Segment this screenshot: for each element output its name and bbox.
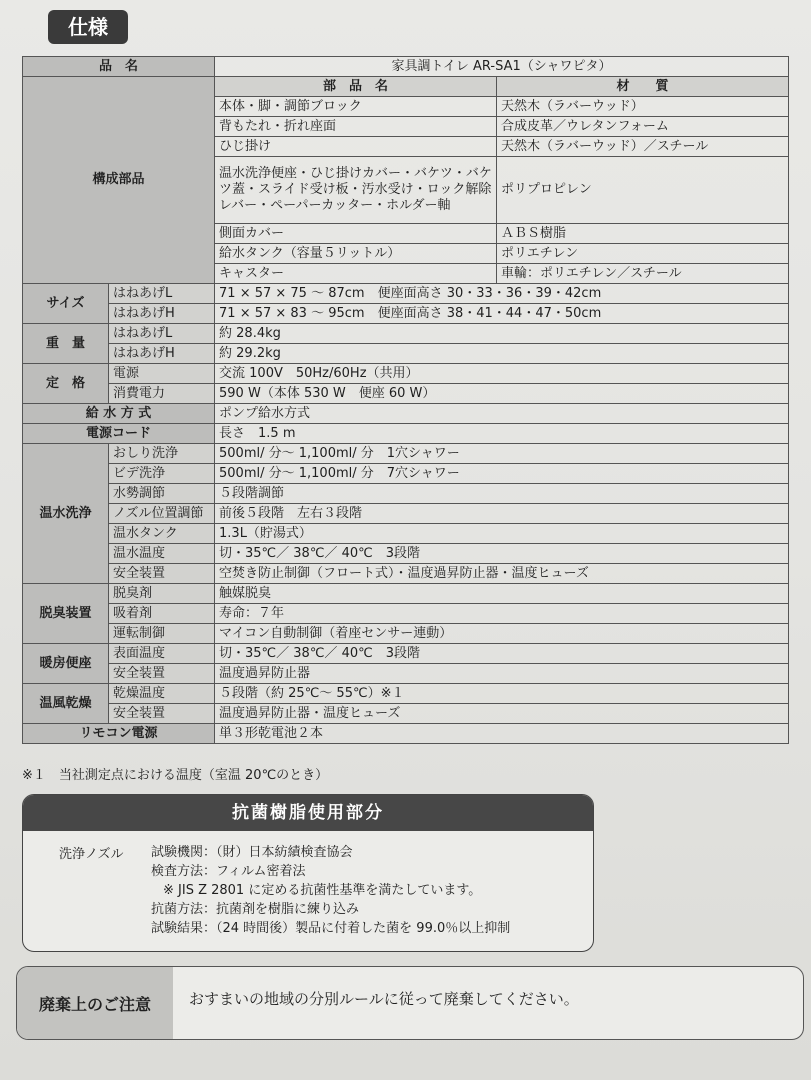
- table-row: [23, 324, 789, 344]
- part-name: キャスター: [215, 264, 497, 284]
- table-row: [23, 484, 789, 504]
- row-sublabel: はねあげH: [109, 344, 215, 364]
- row-value: 約 28.4kg: [215, 324, 789, 344]
- row-value: 単３形乾電池２本: [215, 724, 789, 744]
- row-sublabel: おしり洗浄: [109, 444, 215, 464]
- row-value: ５段階（約 25℃～ 55℃）※１: [215, 684, 789, 704]
- row-value: 71 × 57 × 75 ～ 87cm 便座面高さ 30・33・36・39・42cm: [215, 284, 789, 304]
- part-material: 天然木（ラバーウッド）／スチール: [497, 137, 789, 157]
- table-row: [23, 464, 789, 484]
- part-material: ポリプロピレン: [497, 157, 789, 224]
- part-name: 背もたれ・折れ座面: [215, 117, 497, 137]
- row-sublabel: 乾燥温度: [109, 684, 215, 704]
- part-material: 天然木（ラバーウッド）: [497, 97, 789, 117]
- antibacterial-line: 抗菌方法：抗菌剤を樹脂に練り込み: [151, 902, 360, 917]
- table-row: [23, 384, 789, 404]
- weight-label: 重 量: [23, 324, 109, 364]
- row-value: 温度過昇防止器: [215, 664, 789, 684]
- table-row: [23, 724, 789, 744]
- row-sublabel: 吸着剤: [109, 604, 215, 624]
- row-sublabel: 運転制御: [109, 624, 215, 644]
- row-sublabel: 安全装置: [109, 664, 215, 684]
- row-value: ポンプ給水方式: [215, 404, 789, 424]
- row-sublabel: 温水タンク: [109, 524, 215, 544]
- table-row: [23, 284, 789, 304]
- part-name: ひじ掛け: [215, 137, 497, 157]
- rating-label: 定 格: [23, 364, 109, 404]
- part-material: ポリエチレン: [497, 244, 789, 264]
- table-row: [23, 57, 789, 77]
- row-sublabel: 水勢調節: [109, 484, 215, 504]
- table-row: [23, 664, 789, 684]
- row-value: 約 29.2kg: [215, 344, 789, 364]
- disposal-label: 廃棄上のご注意: [17, 967, 173, 1039]
- product-name: 家具調トイレ AR-SA1（シャワピタ）: [215, 57, 789, 77]
- row-sublabel: はねあげH: [109, 304, 215, 324]
- table-row: [23, 404, 789, 424]
- antibacterial-details: [151, 843, 510, 938]
- disposal-text: おすまいの地域の分別ルールに従って廃棄してください。: [189, 990, 579, 1008]
- row-value: 空焚き防止制御（フロート式）・温度過昇防止器・温度ヒューズ: [215, 564, 789, 584]
- row-value: 500ml/ 分～ 1,100ml/ 分 7穴シャワー: [215, 464, 789, 484]
- warm-air-dry-label: 温風乾燥: [23, 684, 109, 724]
- antibacterial-line: 試験機関：（財）日本紡績検査協会: [151, 845, 353, 860]
- row-sublabel: はねあげL: [109, 324, 215, 344]
- size-label: サイズ: [23, 284, 109, 324]
- power-cord-label: 電源コード: [23, 424, 215, 444]
- row-value: 500ml/ 分～ 1,100ml/ 分 1穴シャワー: [215, 444, 789, 464]
- part-material: ＡＢＳ樹脂: [497, 224, 789, 244]
- row-sublabel: 安全装置: [109, 704, 215, 724]
- table-row: [23, 304, 789, 324]
- spec-table: [22, 56, 789, 744]
- table-row: [23, 604, 789, 624]
- disposal-notice: [16, 966, 804, 1040]
- row-sublabel: 温水温度: [109, 544, 215, 564]
- table-row: [23, 624, 789, 644]
- table-row: [23, 704, 789, 724]
- row-value: 前後５段階 左右３段階: [215, 504, 789, 524]
- part-material: 車輪：ポリエチレン／スチール: [497, 264, 789, 284]
- part-name: 給水タンク（容量５リットル）: [215, 244, 497, 264]
- row-sublabel: 表面温度: [109, 644, 215, 664]
- row-value: 切・35℃／ 38℃／ 40℃ 3段階: [215, 544, 789, 564]
- part-name: 側面カバー: [215, 224, 497, 244]
- table-row: [23, 564, 789, 584]
- row-sublabel: ノズル位置調節: [109, 504, 215, 524]
- row-value: 590 W（本体 530 W 便座 60 W）: [215, 384, 789, 404]
- remote-power-label: リモコン電源: [23, 724, 215, 744]
- table-row: [23, 77, 789, 97]
- antibacterial-line: 検査方法：フィルム密着法: [151, 864, 306, 879]
- row-value: 1.3L（貯湯式）: [215, 524, 789, 544]
- row-value: 触媒脱臭: [215, 584, 789, 604]
- row-value: 長さ 1.5 m: [215, 424, 789, 444]
- table-row: [23, 544, 789, 564]
- table-row: [23, 424, 789, 444]
- table-row: [23, 444, 789, 464]
- parts-label: 構成部品: [23, 77, 215, 284]
- row-value: 寿命：７年: [215, 604, 789, 624]
- row-sublabel: ビデ洗浄: [109, 464, 215, 484]
- section-title: 仕様: [48, 10, 128, 44]
- row-sublabel: 脱臭剤: [109, 584, 215, 604]
- row-sublabel: 消費電力: [109, 384, 215, 404]
- antibacterial-panel: [22, 794, 594, 952]
- row-sublabel: 電源: [109, 364, 215, 384]
- row-value: 切・35℃／ 38℃／ 40℃ 3段階: [215, 644, 789, 664]
- water-supply-label: 給 水 方 式: [23, 404, 215, 424]
- table-row: [23, 504, 789, 524]
- part-material: 合成皮革／ウレタンフォーム: [497, 117, 789, 137]
- table-row: [23, 684, 789, 704]
- antibacterial-title: 抗菌樹脂使用部分: [23, 795, 593, 831]
- antibacterial-part: 洗浄ノズル: [59, 847, 124, 862]
- antibacterial-line: ※ JIS Z 2801 に定める抗菌性基準を満たしています。: [163, 883, 482, 898]
- row-value: 71 × 57 × 83 ～ 95cm 便座面高さ 38・41・44・47・50cm: [215, 304, 789, 324]
- row-sublabel: 安全装置: [109, 564, 215, 584]
- part-name: 本体・脚・調節ブロック: [215, 97, 497, 117]
- antibacterial-line: 試験結果：（24 時間後）製品に付着した菌を 99.0％以上抑制: [151, 921, 511, 936]
- table-row: [23, 364, 789, 384]
- row-value: 交流 100V 50Hz/60Hz（共用）: [215, 364, 789, 384]
- table-row: [23, 584, 789, 604]
- part-name: 温水洗浄便座・ひじ掛けカバー・バケツ・バケツ蓋・スライド受け板・汚水受け・ロック解除レバー・ペーパーカッター・ホルダー軸: [215, 157, 497, 224]
- footnote: ※１ 当社測定点における温度（室温 20℃のとき）: [22, 768, 329, 783]
- table-row: [23, 644, 789, 664]
- row-value: ５段階調節: [215, 484, 789, 504]
- table-row: [23, 524, 789, 544]
- product-label: 品 名: [23, 57, 215, 77]
- warm-wash-label: 温水洗浄: [23, 444, 109, 584]
- table-row: [23, 344, 789, 364]
- row-sublabel: はねあげL: [109, 284, 215, 304]
- row-value: マイコン自動制御（着座センサー連動）: [215, 624, 789, 644]
- heated-seat-label: 暖房便座: [23, 644, 109, 684]
- deodorizer-label: 脱臭装置: [23, 584, 109, 644]
- parts-col-header: 部 品 名: [215, 77, 497, 97]
- material-col-header: 材 質: [497, 77, 789, 97]
- row-value: 温度過昇防止器・温度ヒューズ: [215, 704, 789, 724]
